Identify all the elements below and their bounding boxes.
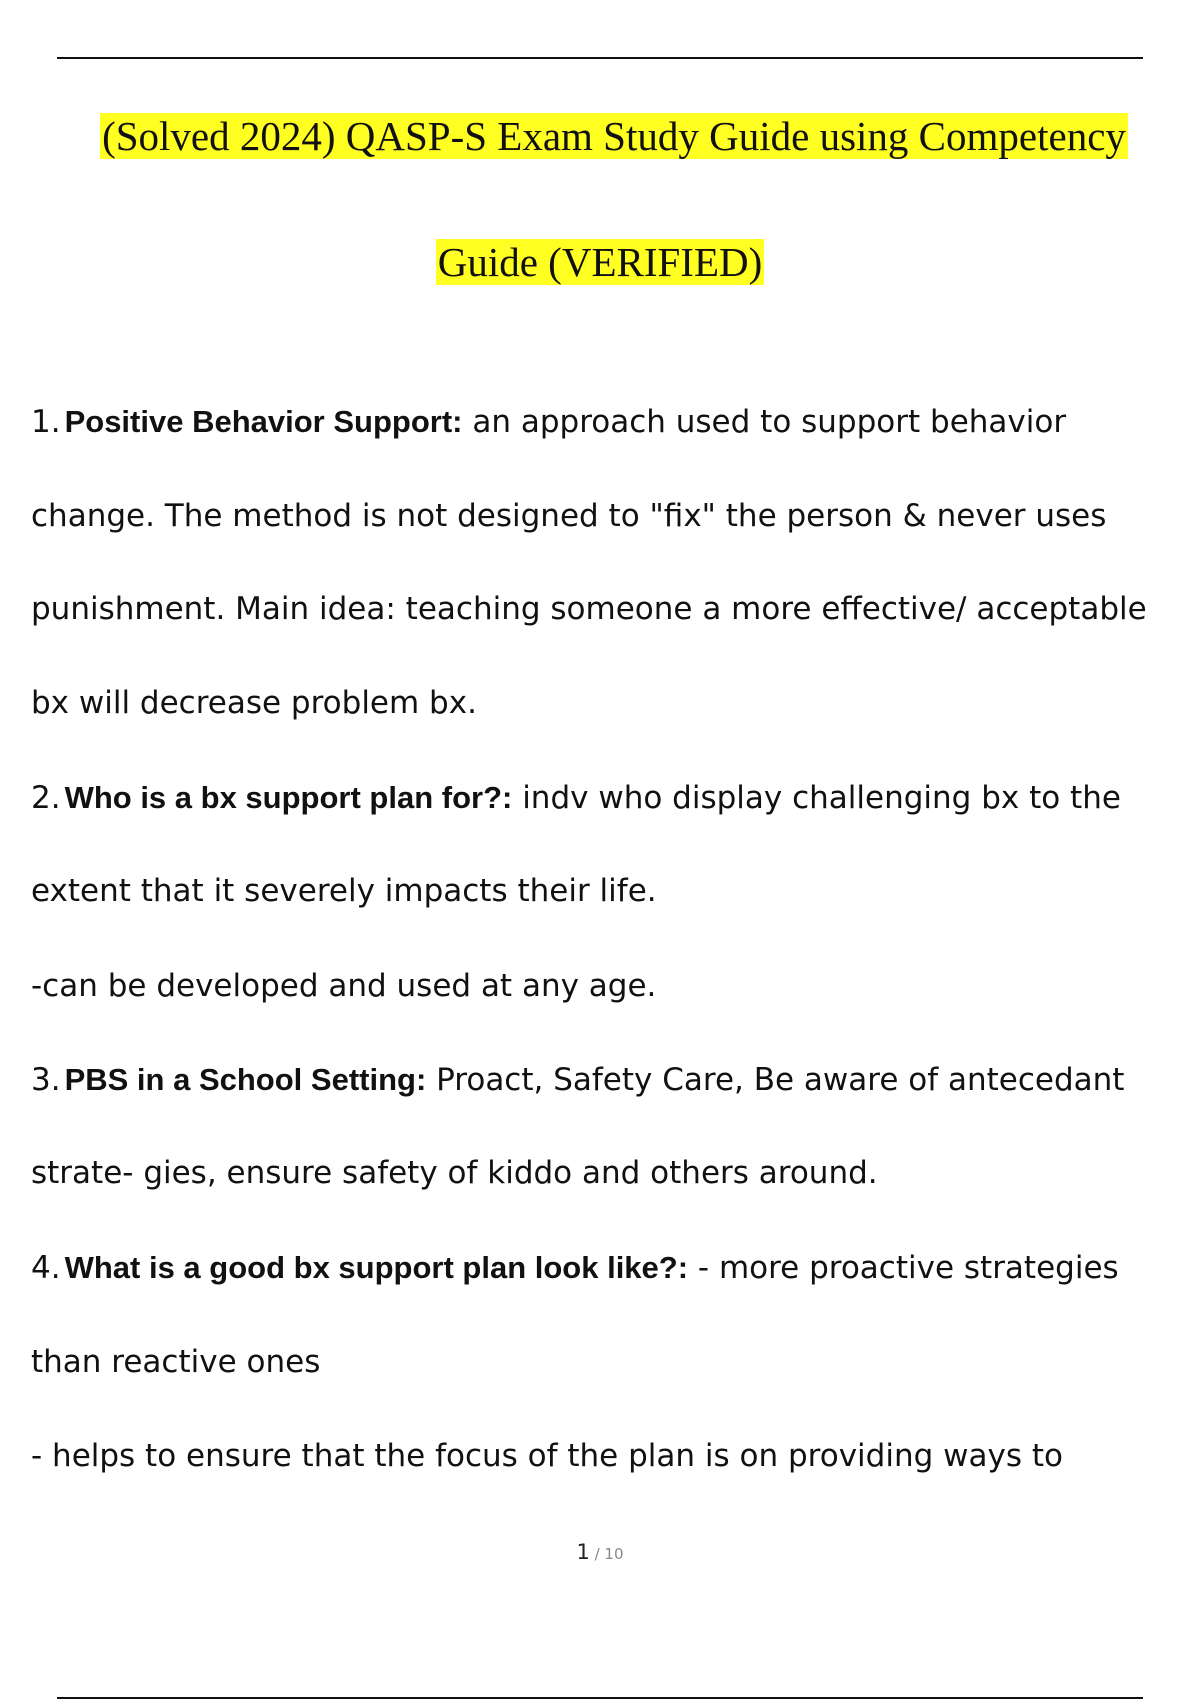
page-footer bbox=[0, 1540, 1200, 1564]
item-1-line-4: bx will decrease problem bx. bbox=[31, 685, 477, 721]
document-title-line-1 bbox=[0, 110, 1200, 162]
item-4-definition-start: - more proactive strategies bbox=[688, 1250, 1119, 1286]
page-number-total: / 10 bbox=[589, 1545, 624, 1563]
item-1-line-2: change. The method is not designed to "fix" the person & never uses bbox=[31, 498, 1107, 534]
item-1-number: 1. bbox=[31, 404, 61, 440]
page-number-current: 1 bbox=[576, 1540, 590, 1564]
item-4-number: 4. bbox=[31, 1250, 61, 1286]
item-4-term: What is a good bx support plan look like?: bbox=[64, 1250, 689, 1285]
item-4-first-line bbox=[31, 1248, 1119, 1288]
item-4-line-3: - helps to ensure that the focus of the plan is on providing ways to bbox=[31, 1438, 1063, 1474]
item-1-line-3: punishment. Main idea: teaching someone a more effective/ acceptable bbox=[31, 591, 1147, 627]
item-1-definition-start: an approach used to support behavior bbox=[462, 404, 1067, 440]
bottom-rule bbox=[57, 1697, 1143, 1699]
item-3-term: PBS in a School Setting: bbox=[64, 1062, 427, 1097]
item-1-first-line bbox=[31, 402, 1066, 442]
item-2-term: Who is a bx support plan for?: bbox=[64, 780, 513, 815]
item-3-first-line bbox=[31, 1060, 1124, 1100]
title-highlight-2: Guide (VERIFIED) bbox=[437, 239, 763, 285]
item-2-definition-start: indv who display challenging bx to the bbox=[512, 780, 1121, 816]
title-highlight-1: (Solved 2024) QASP-S Exam Study Guide using Competency bbox=[102, 113, 1126, 159]
item-3-number: 3. bbox=[31, 1062, 61, 1098]
item-3-definition-start: Proact, Safety Care, Be aware of antecedant bbox=[426, 1062, 1125, 1098]
item-2-first-line bbox=[31, 778, 1121, 818]
item-3-line-2: strate- gies, ensure safety of kiddo and others around. bbox=[31, 1155, 878, 1191]
item-1-term: Positive Behavior Support: bbox=[64, 404, 463, 439]
item-2-line-2: extent that it severely impacts their life. bbox=[31, 873, 657, 909]
item-2-line-3: -can be developed and used at any age. bbox=[31, 968, 657, 1004]
item-4-line-2: than reactive ones bbox=[31, 1344, 321, 1380]
item-2-number: 2. bbox=[31, 780, 61, 816]
top-rule bbox=[57, 57, 1143, 59]
document-title-line-2 bbox=[0, 236, 1200, 288]
